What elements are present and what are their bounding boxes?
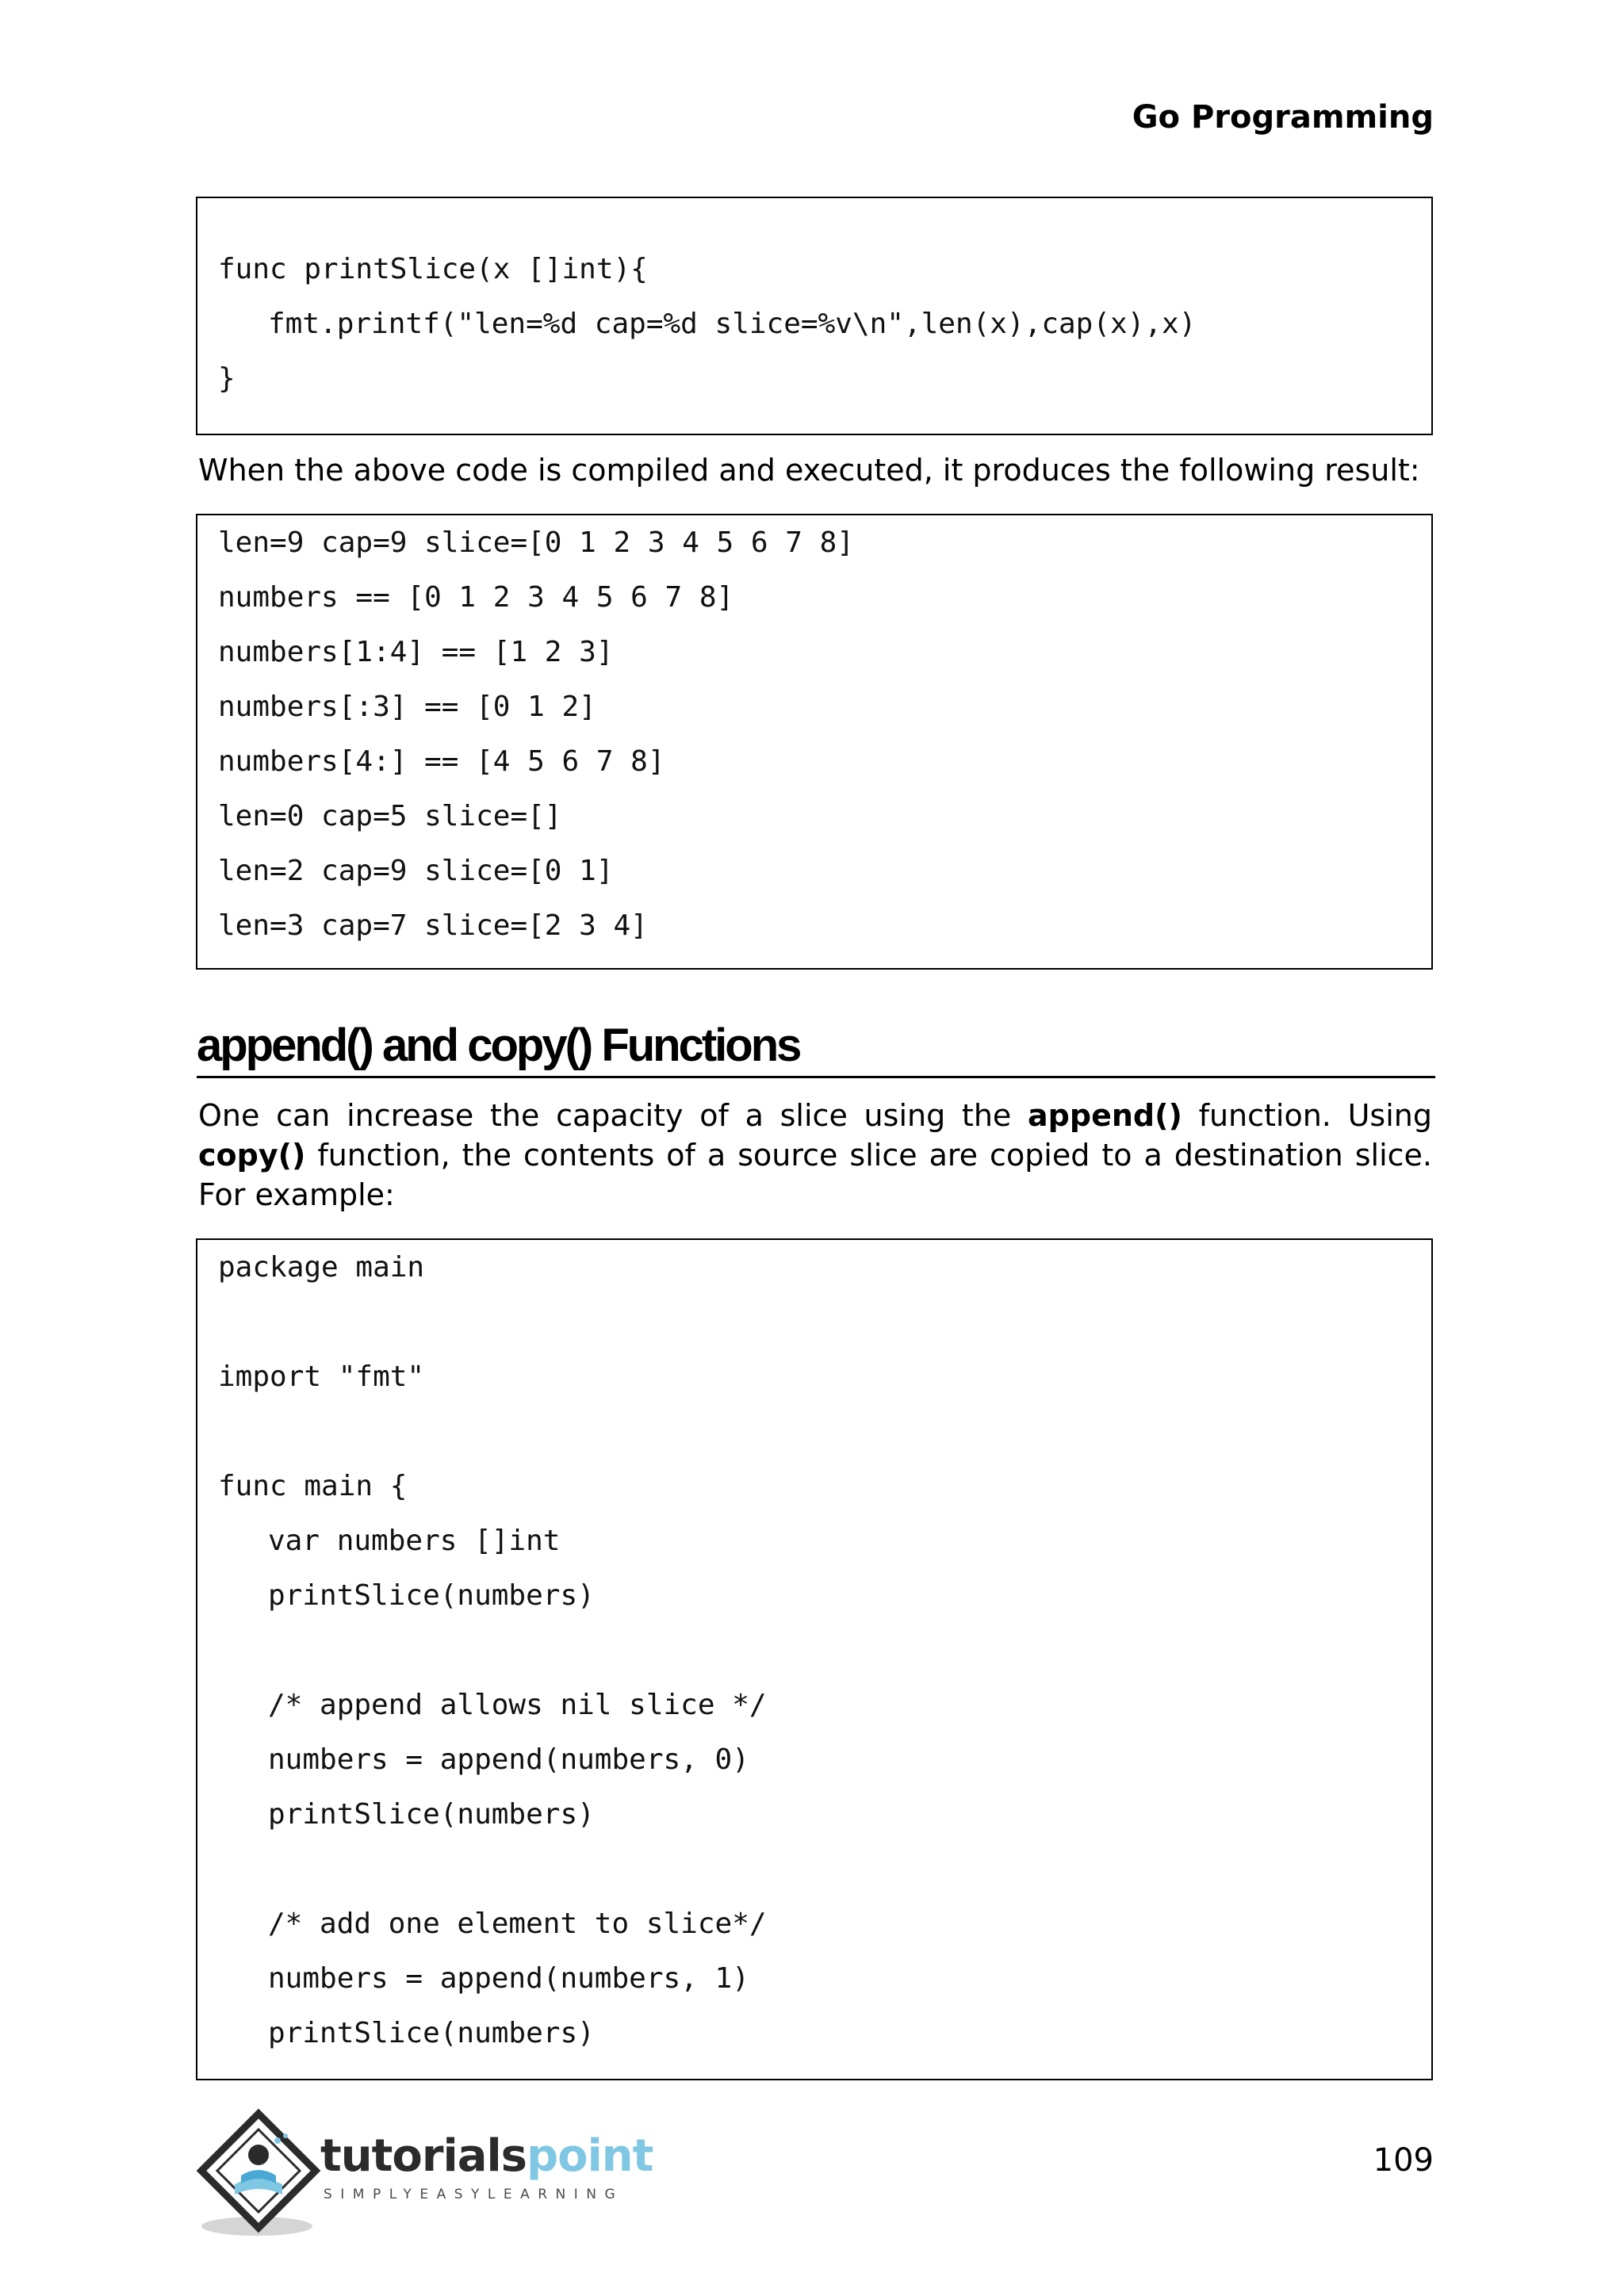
logo-word-point: point (527, 2130, 653, 2182)
section-intro-paragraph (198, 1096, 1432, 1215)
logo-word-tutorials: tutorials (320, 2130, 527, 2182)
code-line: printSlice(numbers) (268, 1579, 595, 1612)
output-block (196, 514, 1433, 970)
code-line: /* add one element to slice*/ (268, 1908, 767, 1940)
code-line: /* append allows nil slice */ (268, 1689, 767, 1721)
code-line: func printSlice(x []int){ (218, 253, 648, 285)
code-line: import "fmt" (218, 1360, 425, 1393)
page-number: 109 (1373, 2142, 1434, 2179)
code-block-print-slice (196, 197, 1433, 435)
logo-tagline: SIMPLYEASYLEARNING (324, 2187, 624, 2202)
output-line: len=3 cap=7 slice=[2 3 4] (218, 909, 648, 942)
code-line: } (218, 362, 236, 395)
code-line: numbers = append(numbers, 1) (268, 1962, 749, 1995)
code-line: func main { (218, 1470, 408, 1502)
section-heading: append() and copy() Functions (197, 1019, 1435, 1078)
code-line: printSlice(numbers) (268, 1798, 595, 1831)
para-bold-append: append() (1028, 1098, 1182, 1133)
output-line: len=0 cap=5 slice=[] (218, 800, 562, 832)
para-text: function, the contents of a source slice are copied to a destination slice. For example: (198, 1138, 1432, 1212)
output-line: len=2 cap=9 slice=[0 1] (218, 855, 614, 887)
code-line: fmt.printf("len=%d cap=%d slice=%v\n",len(x),cap(x),x) (268, 308, 1197, 340)
code-line: numbers = append(numbers, 0) (268, 1743, 749, 1776)
code-line (218, 1842, 1431, 1896)
code-line: var numbers []int (268, 1525, 561, 1557)
running-header: Go Programming (1132, 99, 1434, 136)
output-line: numbers[4:] == [4 5 6 7 8] (218, 745, 665, 778)
output-line: numbers == [0 1 2 3 4 5 6 7 8] (218, 581, 734, 614)
tutorialspoint-logo (195, 2109, 653, 2240)
output-line: len=9 cap=9 slice=[0 1 2 3 4 5 6 7 8] (218, 526, 854, 559)
para-text: function. Using (1182, 1098, 1432, 1133)
para-text: One can increase the capacity of a slice using the (198, 1098, 1028, 1133)
code-line: package main (218, 1251, 425, 1284)
logo-wordmark (320, 2131, 653, 2182)
result-intro-text: When the above code is compiled and executed, it produces the following result: (198, 453, 1420, 488)
code-line: printSlice(numbers) (268, 2017, 595, 2049)
code-line (218, 1295, 1431, 1349)
output-line: numbers[1:4] == [1 2 3] (218, 636, 614, 668)
code-block-append-example (196, 1238, 1433, 2080)
para-bold-copy: copy() (198, 1138, 306, 1173)
code-line (218, 1623, 1431, 1678)
code-line (218, 1404, 1431, 1459)
output-line: numbers[:3] == [0 1 2] (218, 691, 596, 723)
logo-diamond-icon (195, 2109, 322, 2240)
